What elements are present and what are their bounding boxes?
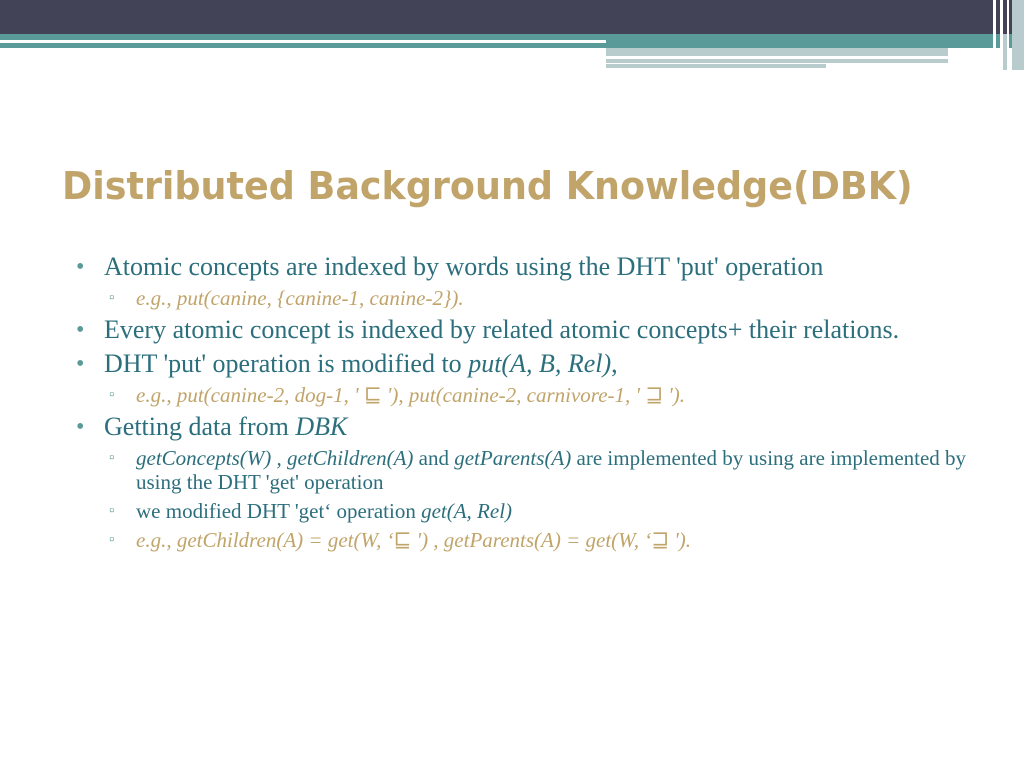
sub-bullet-icon: ▫ <box>109 503 115 519</box>
sub-bullet-text: we modified DHT 'get‘ operation <box>136 499 422 523</box>
header-dark-band <box>0 0 1024 34</box>
function-name: getParents(A) <box>454 446 572 470</box>
header-stripe <box>606 59 948 63</box>
header-vertical-line <box>993 0 996 70</box>
header-stripe <box>606 64 826 68</box>
bullet-text: Atomic concepts are indexed by words using the DHT 'put' operation <box>104 252 824 281</box>
sub-bullet-item <box>76 383 981 407</box>
sub-bullet-text: and <box>413 446 455 470</box>
sub-bullet-item <box>76 528 981 552</box>
slide-title: Distributed Background Knowledge(DBK) <box>62 164 913 208</box>
sub-bullet-text: are implemented by using are implemented by using the DHT 'get' operation <box>136 446 967 494</box>
bullet-item <box>76 349 981 379</box>
bullet-icon: • <box>76 414 85 440</box>
sub-bullet-icon: ▫ <box>109 532 115 548</box>
sub-bullet-item <box>76 499 981 523</box>
header-white-line <box>0 40 606 43</box>
example-text: e.g., put(canine-2, dog-1, ' ⊑ '), put(canine-2, carnivore-1, ' ⊒ '). <box>136 383 686 407</box>
slide-content <box>76 252 981 557</box>
header-stripe <box>606 48 948 56</box>
example-text: e.g., put(canine, {canine-1, canine-2}). <box>136 286 464 310</box>
bullet-item <box>76 315 981 345</box>
bullet-icon: • <box>76 317 85 343</box>
bullet-text: Getting data from <box>104 412 296 441</box>
function-names: getConcepts(W) , getChildren(A) <box>136 446 414 470</box>
sub-bullet-icon: ▫ <box>109 387 115 403</box>
example-text: e.g., getChildren(A) = get(W, ‘⊑ ') , getParents(A) = get(W, ‘⊒ '). <box>136 528 691 552</box>
bullet-italic-text: put(A, B, Rel) <box>468 349 612 378</box>
bullet-text-end: , <box>611 349 618 378</box>
sub-bullet-icon: ▫ <box>109 450 115 466</box>
bullet-text: DHT 'put' operation is modified to <box>104 349 469 378</box>
sub-bullet-item <box>76 286 981 310</box>
sub-bullet-item <box>76 446 981 494</box>
bullet-item <box>76 412 981 442</box>
header-vertical-line <box>1000 0 1003 70</box>
header-corner-block <box>1012 0 1024 70</box>
header-vertical-line <box>1007 0 1009 70</box>
bullet-item <box>76 252 981 282</box>
bullet-text: Every atomic concept is indexed by related atomic concepts+ their relations. <box>104 315 900 344</box>
sub-bullet-icon: ▫ <box>109 290 115 306</box>
function-name: get(A, Rel) <box>421 499 513 523</box>
bullet-italic-text: DBK <box>295 412 348 441</box>
bullet-icon: • <box>76 254 85 280</box>
bullet-icon: • <box>76 351 85 377</box>
